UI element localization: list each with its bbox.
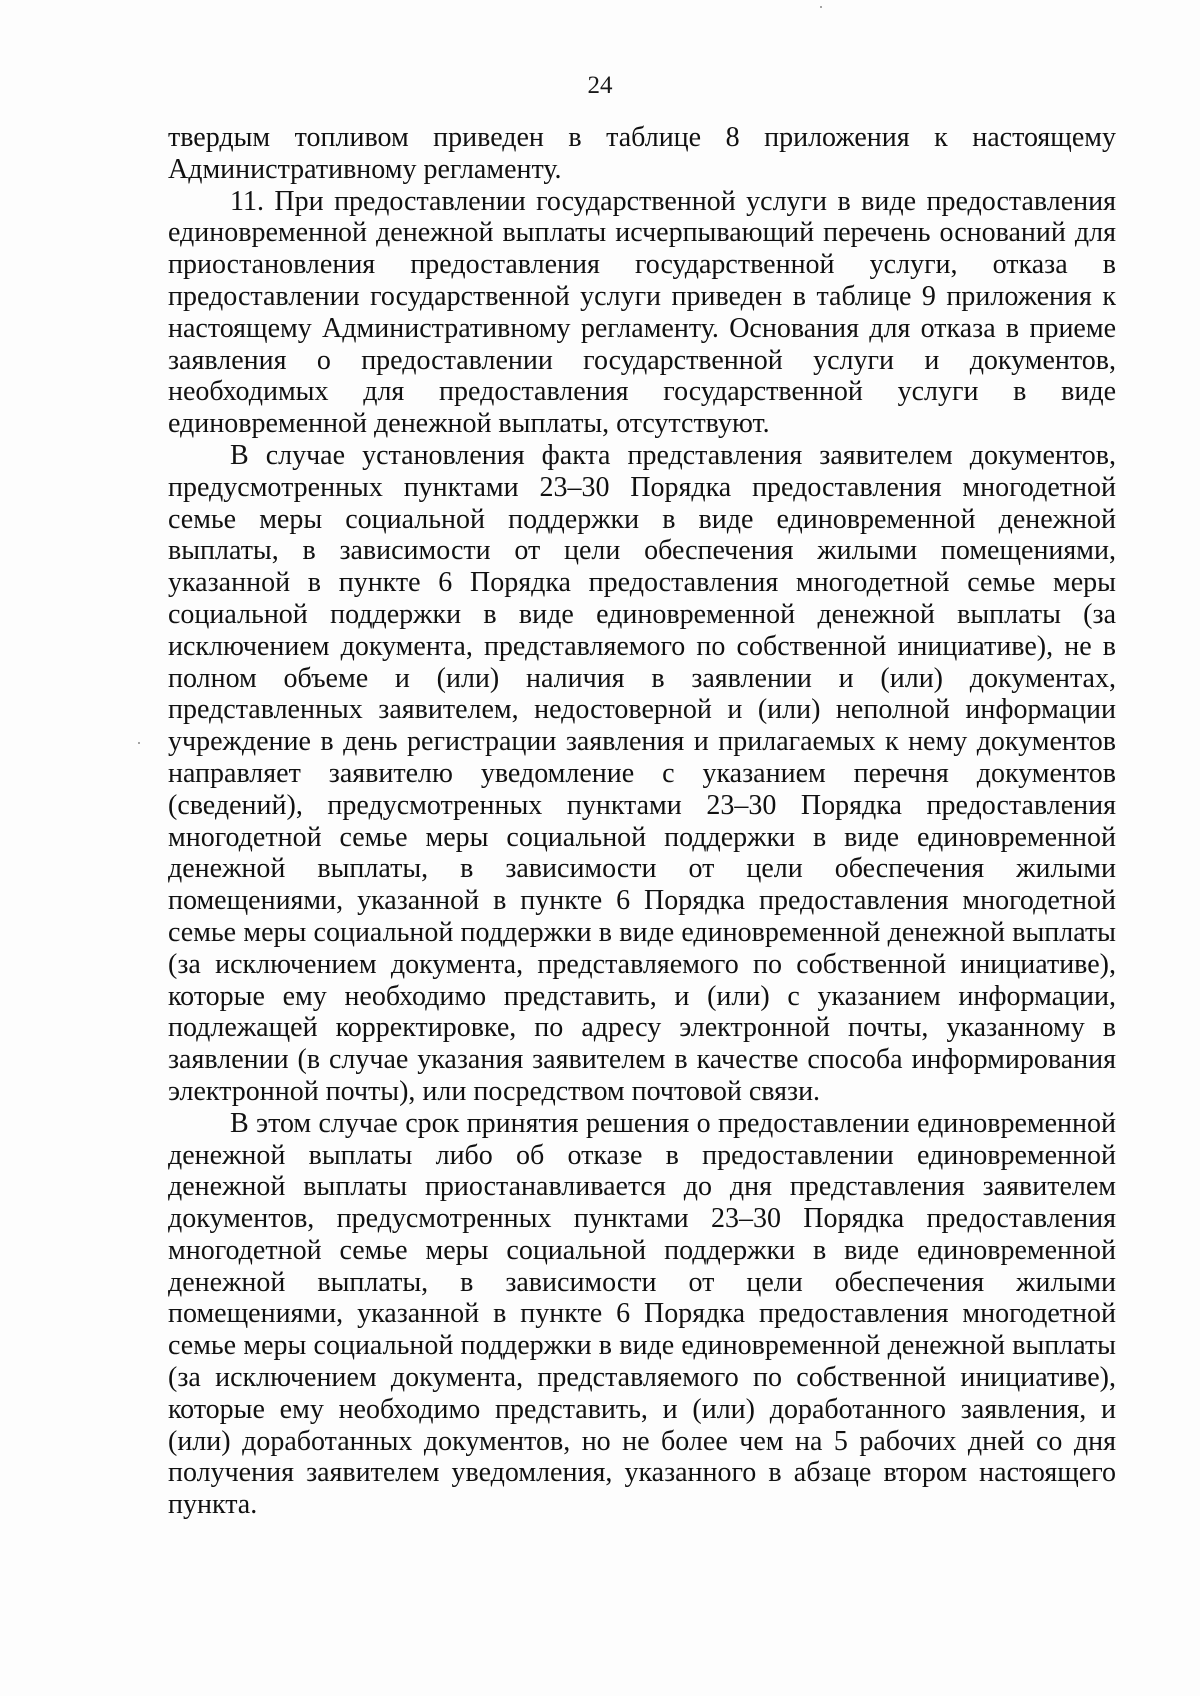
page-number: 24 [587, 72, 613, 99]
paragraph-item-11: 11. При предоставлении государственной услуги в виде предоставления единовременной денежной выплаты исчерпывающий перечень оснований для приостановления предоставления государственной услуги, отказа в предоставлении государственной услуги приведен в таблице 9 приложения к настоящему Административному регламенту. Основания для отказа в приеме заявления о предоставлении государственной услуги и документов, необходимых для предоставления государственной услуги в виде единовременной денежной выплаты, отсутствуют. [168, 185, 1116, 440]
paragraph-documents-incomplete: В случае установления факта представления заявителем документов, предусмотренных пунктами 23–30 Порядка предоставления многодетной семье меры социальной поддержки в виде единовременной денежной выплаты, в зависимости от цели обеспечения жилыми помещениями, указанной в пункте 6 Порядка предоставления многодетной семье меры социальной поддержки в виде единовременной денежной выплаты (за исключением документа, представляемого по собственной инициативе), не в полном объеме и (или) наличия в заявлении и (или) документах, представленных заявителем, недостоверной и (или) неполной информации учреждение в день регистрации заявления и прилагаемых к нему документов направляет заявителю уведомление с указанием перечня документов (сведений), предусмотренных пунктами 23–30 Порядка предоставления многодетной семье меры социальной поддержки в виде единовременной денежной выплаты, в зависимости от цели обеспечения жилыми помещениями, указанной в пункте 6 Порядка предоставления многодетной семье меры социальной поддержки в виде единовременной денежной выплаты (за исключением документа, представляемого по собственной инициативе), которые ему необходимо представить, и (или) с указанием информации, подлежащей корректировке, по адресу электронной почты, указанному в заявлении (в случае указания заявителем в качестве способа информирования электронной почты), или посредством почтовой связи. [168, 439, 1116, 1107]
paragraph-continuation: твердым топливом приведен в таблице 8 приложения к настоящему Административному регламенту. [168, 122, 1116, 185]
scan-dust-mark [820, 6, 822, 8]
document-body [168, 122, 1116, 1521]
scan-dust-mark [138, 742, 140, 744]
paragraph-decision-suspension: В этом случае срок принятия решения о предоставлении единовременной денежной выплаты либо об отказе в предоставлении единовременной денежной выплаты приостанавливается до дня представления заявителем документов, предусмотренных пунктами 23–30 Порядка предоставления многодетной семье меры социальной поддержки в виде единовременной денежной выплаты, в зависимости от цели обеспечения жилыми помещениями, указанной в пункте 6 Порядка предоставления многодетной семье меры социальной поддержки в виде единовременной денежной выплаты (за исключением документа, представляемого по собственной инициативе), которые ему необходимо представить, и (или) доработанного заявления, и (или) доработанных документов, но не более чем на 5 рабочих дней со дня получения заявителем уведомления, указанного в абзаце втором настоящего пункта. [168, 1107, 1116, 1521]
